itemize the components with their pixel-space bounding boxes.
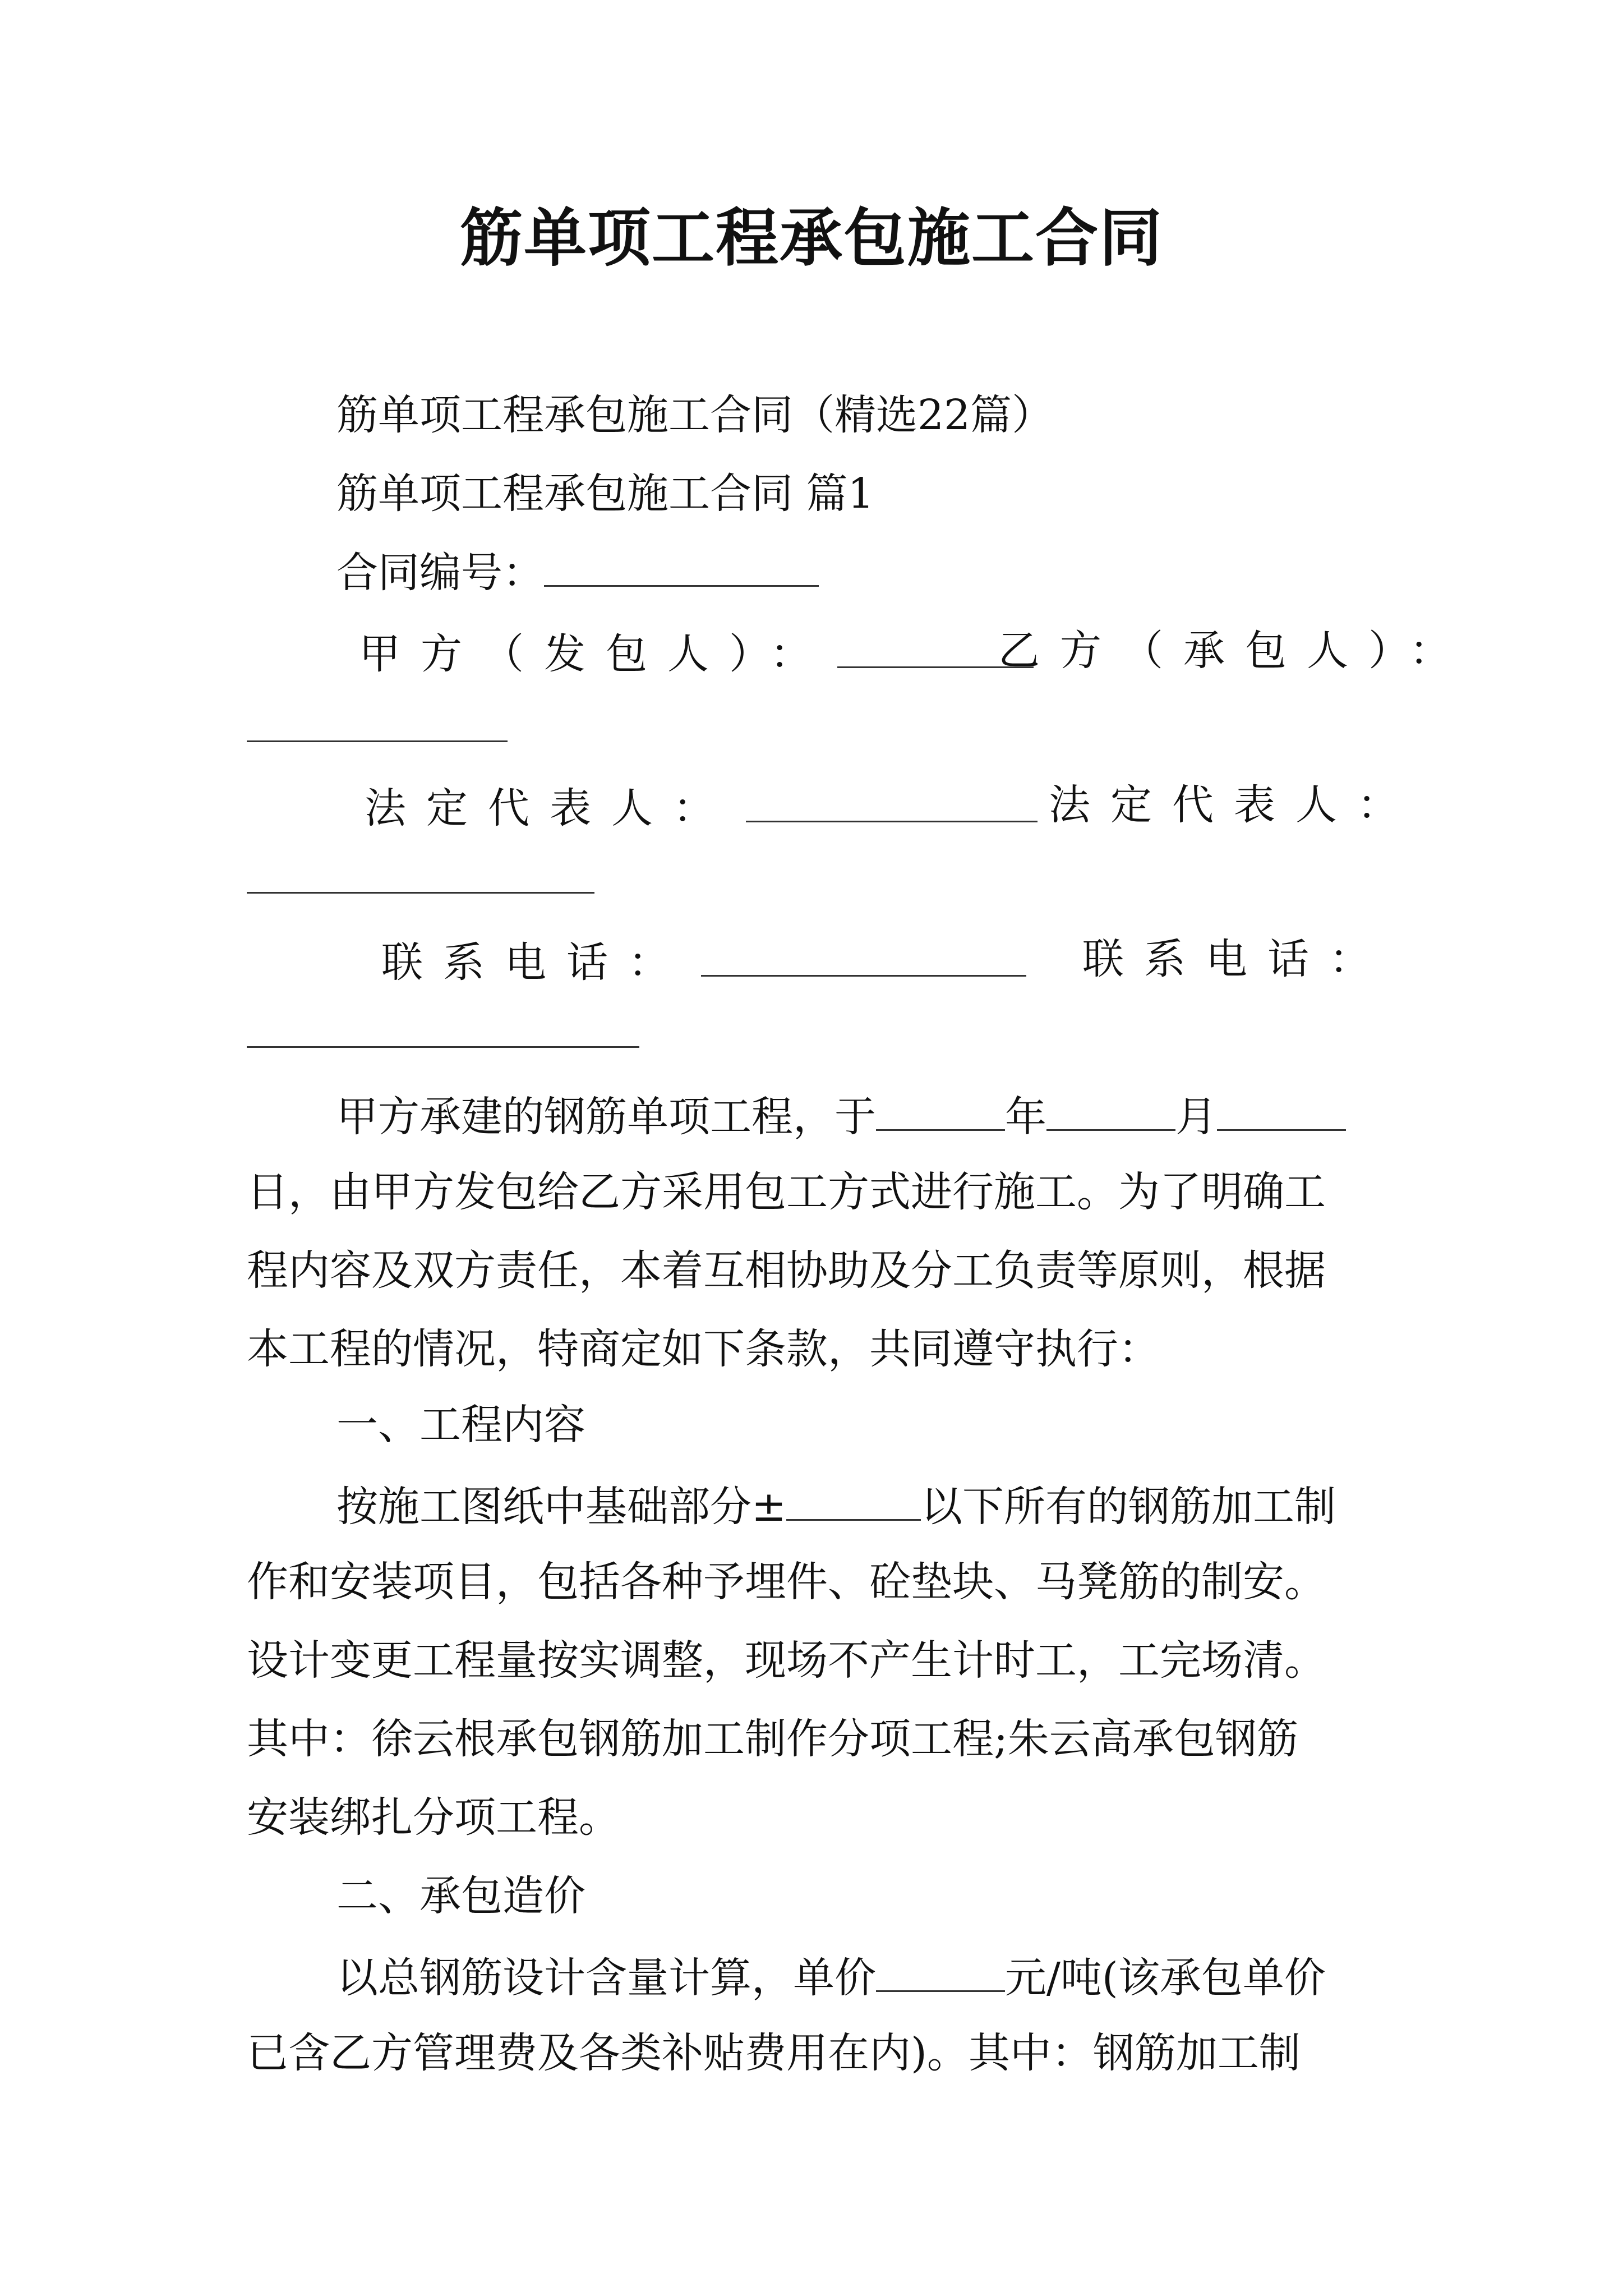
legal-rep-a-blank [746,777,1038,822]
legal-rep-a-row [365,777,1038,836]
phone-a-label: 联系电话： [381,938,690,987]
legal-rep-a-label: 法定代表人： [365,784,735,832]
year-label: 年 [1005,1093,1046,1141]
party-a-label: 甲方（发包人）： [359,630,832,678]
year-blank [876,1085,1005,1131]
section-1-line-1 [336,1475,1336,1535]
day-blank [1217,1085,1346,1131]
month-blank [1046,1085,1175,1131]
intro-text: 甲方承建的钢筋单项工程，于 [336,1093,876,1141]
party-a-row [359,623,1034,682]
intro-line-2: 日，由甲方发包给乙方采用包工方式进行施工。为了明确工 [247,1168,1326,1216]
phone-a-row [381,931,1026,991]
intro-line-1 [336,1085,1346,1145]
section-1-line-2: 作和安装项目，包括各种予埋件、砼垫块、马凳筋的制安。 [247,1558,1326,1606]
contract-number-row [336,541,819,601]
intro-line-4: 本工程的情况，特商定如下条款，共同遵守执行： [247,1325,1160,1373]
party-b-blank [247,740,508,742]
intro-line-3: 程内容及双方责任，本着互相协助及分工负责等原则，根据 [247,1246,1326,1295]
document-title: 筋单项工程承包施工合同 [460,201,1163,275]
month-label: 月 [1175,1093,1217,1141]
section-1-line-5: 安装绑扎分项工程。 [247,1793,620,1842]
section-1-text-b: 以下所有的钢筋加工制 [921,1483,1336,1531]
section-2-heading: 二、承包造价 [336,1872,585,1920]
party-b-label: 乙方（承包人）： [998,627,1471,675]
phone-b-blank [247,1046,639,1048]
unit-price-blank [876,1947,1005,1992]
section-2-text-b: 元/吨(该承包单价 [1005,1954,1326,2002]
legal-rep-b-blank [247,892,594,894]
section-1-line-4: 其中：徐云根承包钢筋加工制作分项工程;朱云高承包钢筋 [247,1715,1298,1763]
section-2-line-2: 已含乙方管理费及各类补贴费用在内)。其中：钢筋加工制 [247,2029,1301,2077]
contract-number-blank [544,541,819,587]
section-2-text-a: 以总钢筋设计含量计算，单价 [336,1954,876,2002]
elevation-blank [786,1475,921,1521]
legal-rep-b-label: 法定代表人： [1049,781,1419,829]
contract-number-label: 合同编号： [336,549,544,597]
section-heading: 筋单项工程承包施工合同 篇1 [336,470,874,518]
section-1-heading: 一、工程内容 [336,1401,585,1449]
section-2-line-1 [336,1947,1326,2006]
section-1-line-3: 设计变更工程量按实调整，现场不产生计时工，工完场清。 [247,1636,1326,1685]
phone-b-label: 联系电话： [1082,935,1391,983]
document-subtitle: 筋单项工程承包施工合同（精选22篇） [336,391,1054,439]
phone-a-blank [701,931,1026,977]
section-1-text-a: 按施工图纸中基础部分± [336,1483,787,1531]
